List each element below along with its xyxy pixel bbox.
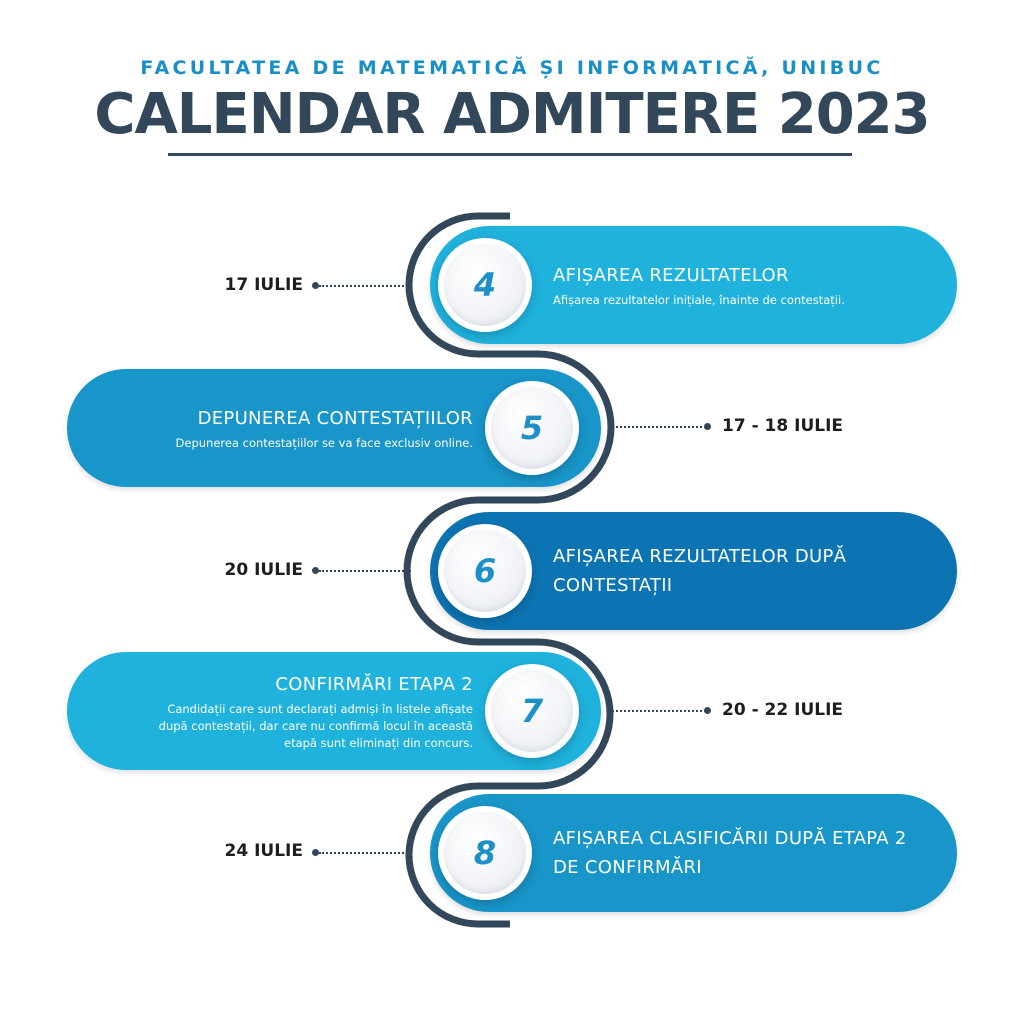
step-6-title: AFIȘAREA REZULTATELOR DUPĂ CONTESTAȚII	[553, 546, 847, 596]
step-7-title: CONFIRMĂRI ETAPA 2	[275, 674, 473, 695]
step-5-connector-line	[612, 426, 706, 428]
step-5-description: Depunerea contestațiilor se va face exclusiv online.	[175, 436, 473, 450]
step-7-connector-dot	[704, 707, 711, 714]
step-7-number-badge	[485, 664, 579, 758]
step-8-connector-dot	[312, 849, 319, 856]
step-4-connector-line	[319, 285, 411, 287]
step-4-number: 4	[473, 266, 497, 304]
step-8-date: 24 IULIE	[224, 841, 303, 861]
step-7-description: Candidații care sunt declarați admiși în listele afișate după contestații, dar care nu confirmă locul în această etapă sunt eliminați din concurs.	[158, 702, 473, 750]
step-4-date: 17 IULIE	[224, 275, 303, 295]
step-8-connector-line	[319, 852, 411, 854]
step-6-connector-line	[319, 570, 411, 572]
step-5-number-badge	[485, 381, 579, 475]
step-6-number: 6	[473, 552, 497, 590]
step-5-number: 5	[520, 409, 544, 447]
step-5-connector-dot	[704, 423, 711, 430]
step-4-connector-dot	[312, 282, 319, 289]
step-8-number-badge	[438, 806, 532, 900]
step-4-title: AFIȘAREA REZULTATELOR	[553, 265, 789, 286]
step-5-date: 17 - 18 IULIE	[722, 416, 844, 436]
page-title: CALENDAR ADMITERE 2023	[94, 82, 930, 147]
step-6-connector-dot	[312, 567, 319, 574]
step-8-number: 8	[473, 834, 497, 872]
step-6-number-badge	[438, 524, 532, 618]
step-7-date: 20 - 22 IULIE	[722, 700, 844, 720]
step-4-number-badge	[438, 238, 532, 332]
step-6-date: 20 IULIE	[224, 560, 303, 580]
faculty-subtitle: FACULTATEA DE MATEMATICĂ ȘI INFORMATICĂ, UNIBUC	[140, 57, 884, 79]
step-7-connector-line	[612, 710, 706, 712]
step-7-number: 7	[520, 692, 544, 730]
step-5-title: DEPUNEREA CONTESTAȚIILOR	[197, 408, 473, 429]
step-4-description: Afișarea rezultatelor inițiale, înainte de contestații.	[553, 293, 845, 307]
step-8-title: AFIȘAREA CLASIFICĂRII DUPĂ ETAPA 2 DE CONFIRMĂRI	[553, 828, 907, 878]
